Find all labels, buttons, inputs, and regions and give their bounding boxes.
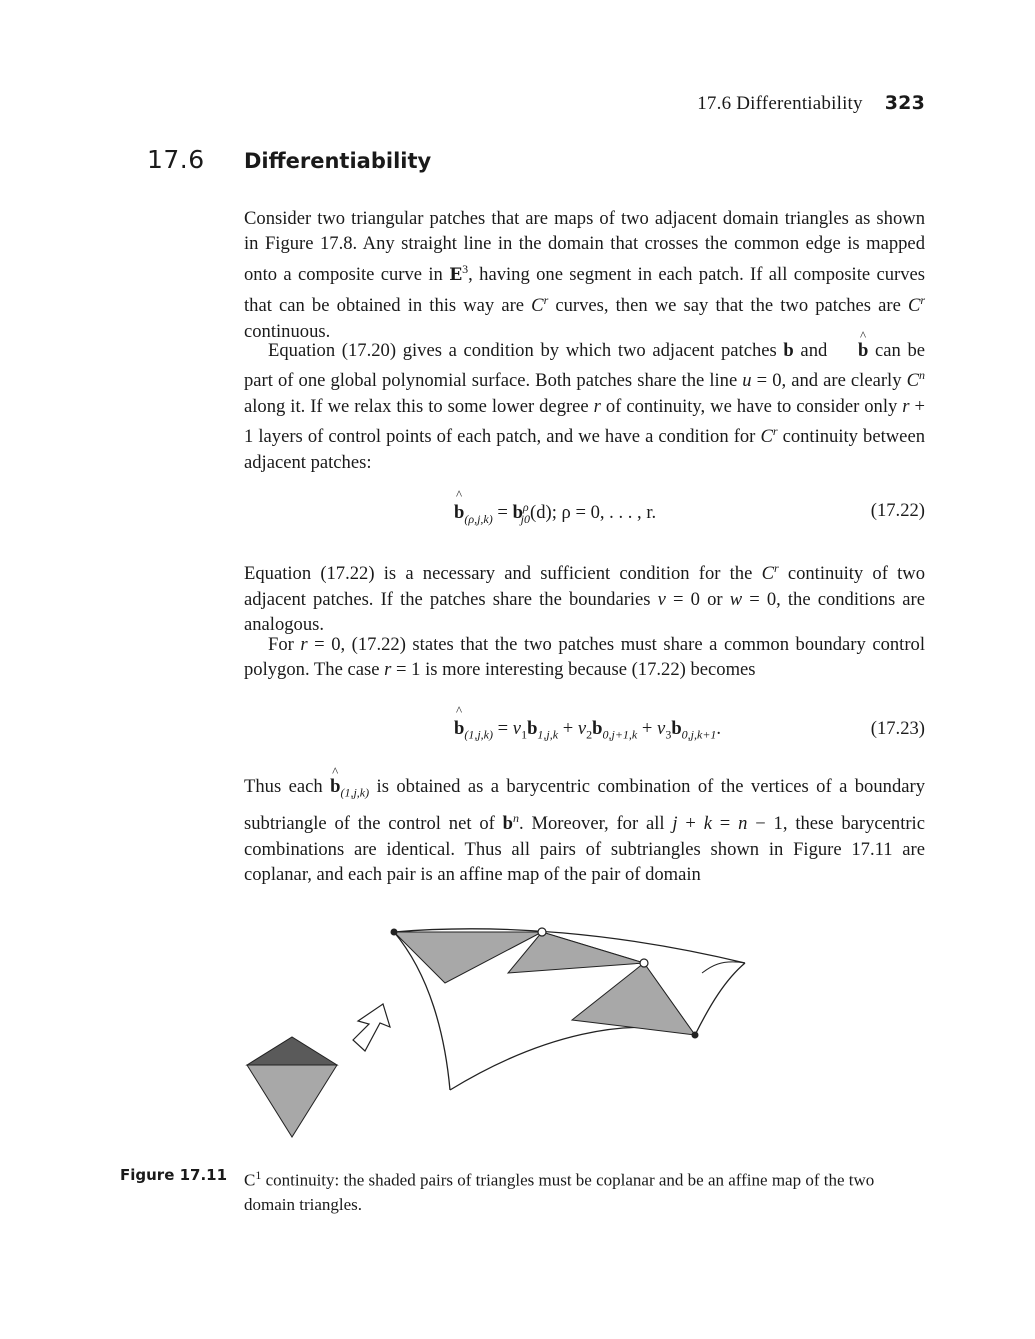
control-triangle-3-light xyxy=(572,963,695,1035)
p2-u: u xyxy=(742,370,752,392)
p2-r2: r xyxy=(902,396,910,417)
p5-text-b: is obtained as a barycentric combination of the vertices of a boundary subtriangle of the control net of xyxy=(244,776,925,835)
p2-eq0: = 0, and are clearly xyxy=(751,370,907,392)
domain-triangle-light xyxy=(247,1065,337,1137)
p1-superscript-3: 3 xyxy=(462,261,469,276)
patch-boundary-bottom xyxy=(450,1027,695,1090)
p5-bsub: (1,j,k) xyxy=(340,785,370,800)
p2-n: n xyxy=(919,368,925,383)
eq2-lhs-b: ^ b xyxy=(454,718,464,740)
eq2-v3: v xyxy=(657,718,666,739)
eq2-equals: = xyxy=(493,718,513,739)
p2-r3: r xyxy=(772,424,778,439)
equation-17-23-number: (17.23) xyxy=(870,718,925,739)
p5-bhat: ^ b xyxy=(330,774,340,799)
mapping-arrow xyxy=(353,1004,390,1051)
figure-caption xyxy=(244,1163,925,1217)
p2-b: b xyxy=(783,340,794,361)
p4-r2: r xyxy=(384,659,392,681)
equation-17-22-body xyxy=(454,500,656,527)
eq1-lhs-sub: (ρ,j,k) xyxy=(464,511,493,526)
eq2-plus2: + xyxy=(637,718,658,739)
patch-boundary-right xyxy=(695,963,745,1035)
eq1-rhs-sub: j0 xyxy=(520,511,531,526)
eq1-rhs-b: b xyxy=(512,502,523,524)
p4-text-a: For xyxy=(268,634,301,655)
p5-plus: + xyxy=(677,813,704,835)
paragraph-4 xyxy=(244,632,925,683)
p3-C: C xyxy=(761,563,774,585)
p1-r1: r xyxy=(543,293,549,308)
patch-inner-curve xyxy=(702,962,745,973)
p1-C1: C xyxy=(531,295,544,317)
p4-text-b: = 0, (17.22) states that the two patches must share a common boundary control polygon. The case xyxy=(244,634,925,681)
eq2-sub1: 1,j,k xyxy=(537,727,559,742)
eq1-lhs-b: ^ b xyxy=(454,502,464,524)
p5-n2: n xyxy=(738,813,748,835)
p5-eq: = xyxy=(711,813,739,835)
caption-text: continuity: the shaded pairs of triangles must be coplanar and be an affine map of the two domain triangles. xyxy=(244,1170,875,1214)
p2-r1: r xyxy=(593,396,601,417)
p2-text-f: continuity between adjacent patches: xyxy=(244,426,925,473)
equation-17-23 xyxy=(244,718,925,744)
running-head-section: 17.6 Differentiability xyxy=(697,93,863,114)
p3-text-d: = 0, the conditions are analogous. xyxy=(244,588,925,635)
p5-j: j xyxy=(672,813,678,835)
paragraph-2 xyxy=(244,338,925,475)
paragraph-3 xyxy=(244,556,925,637)
p3-text-b: continuity of two adjacent patches. If the patches share the boundaries xyxy=(244,563,925,610)
paragraph-1 xyxy=(244,206,925,344)
eq2-sub3: 0,j,k+1 xyxy=(681,727,717,742)
eq2-b2: b xyxy=(592,718,603,739)
page-number: 323 xyxy=(884,92,925,114)
p5-text-a: Thus each xyxy=(244,776,331,797)
p1-text-c: curves, then we say that the two patches are xyxy=(548,295,908,317)
p4-text-c: = 1 is more interesting because (17.22) becomes xyxy=(391,659,756,681)
p3-v: v xyxy=(657,588,666,610)
equation-17-22-number: (17.22) xyxy=(870,500,925,521)
p1-r2: r xyxy=(920,293,926,308)
control-point-3 xyxy=(640,959,648,967)
figure-label: Figure 17.11 xyxy=(120,1166,228,1184)
p3-text-c: = 0 or xyxy=(665,588,730,610)
section-heading xyxy=(147,145,431,174)
control-point-1 xyxy=(391,929,398,936)
caption-C: C xyxy=(244,1170,256,1190)
p5-bn: b xyxy=(502,813,513,835)
eq2-s1: 1 xyxy=(521,727,528,742)
euclidean-space-symbol: E xyxy=(449,265,463,285)
control-point-2 xyxy=(538,928,546,936)
control-point-4 xyxy=(692,1032,699,1039)
eq2-lhs-sub: (1,j,k) xyxy=(464,727,493,742)
eq1-equals: = xyxy=(492,502,513,524)
p1-text-a: Consider two triangular patches that are maps of two adjacent domain triangles as shown in Figure 17.8. Any straight line in the domain that crosses the common edge is mapped onto a composite curve in xyxy=(244,208,925,285)
p5-text-c: . Moreover, for all xyxy=(518,813,673,835)
eq2-b1: b xyxy=(527,718,538,739)
equation-17-23-body xyxy=(454,718,721,743)
section-title: Differentiability xyxy=(244,149,432,173)
eq2-sub2: 0,j+1,k xyxy=(602,727,638,742)
p2-text-c: along it. If we relax this to some lower degree xyxy=(244,396,594,417)
eq2-v1: v xyxy=(512,718,522,739)
p2-text-b: can be part of one global polynomial surface. Both patches share the line xyxy=(244,340,926,392)
equation-17-22 xyxy=(244,500,925,526)
eq1-rhs-sup: ρ xyxy=(522,500,529,514)
p3-r: r xyxy=(773,561,779,575)
p2-Cn: C xyxy=(906,370,919,392)
running-head xyxy=(697,92,925,115)
p2-Cr: C xyxy=(760,426,773,448)
p2-bhat: ^ b xyxy=(834,338,868,363)
section-number: 17.6 xyxy=(147,145,205,174)
p5-k: k xyxy=(703,813,712,835)
p3-text-a: Equation (17.22) is a necessary and sufficient condition for the xyxy=(244,563,762,585)
p4-r1: r xyxy=(300,634,308,655)
eq1-rest: (d); ρ = 0, . . . , r. xyxy=(530,502,657,524)
p2-and: and xyxy=(793,340,834,361)
p3-w: w xyxy=(729,588,743,610)
eq2-b3: b xyxy=(671,718,682,739)
eq2-s2: 2 xyxy=(586,727,593,742)
eq2-plus1: + xyxy=(558,718,578,739)
p5-n: n xyxy=(512,811,519,826)
p1-text-b: , having one segment in each patch. If all composite curves that can be obtained in this way are xyxy=(244,264,926,317)
paragraph-5 xyxy=(244,774,925,888)
caption-superscript-1: 1 xyxy=(255,1168,262,1182)
p1-text-d: continuous. xyxy=(244,321,331,342)
domain-triangle-dark xyxy=(247,1037,337,1065)
p2-text-d: of continuity, we have to consider only xyxy=(600,396,903,417)
figure-17-11-illustration xyxy=(240,915,760,1145)
eq2-v2: v xyxy=(577,718,587,739)
control-triangle-1-light xyxy=(394,932,542,983)
p1-C2: C xyxy=(907,295,921,317)
p5-text-d: − 1, these barycentric combinations are identical. Thus all pairs of subtriangles shown in Figure 17.11 are coplanar, and each pair is an affine map of the pair of domain xyxy=(244,813,925,886)
p2-text-e: + 1 layers of control points of each patch, and we have a condition for xyxy=(244,396,925,448)
p2-text-a: Equation (17.20) gives a condition by which two adjacent patches xyxy=(268,340,784,361)
eq2-s3: 3 xyxy=(665,727,672,742)
eq2-end: . xyxy=(716,718,722,739)
